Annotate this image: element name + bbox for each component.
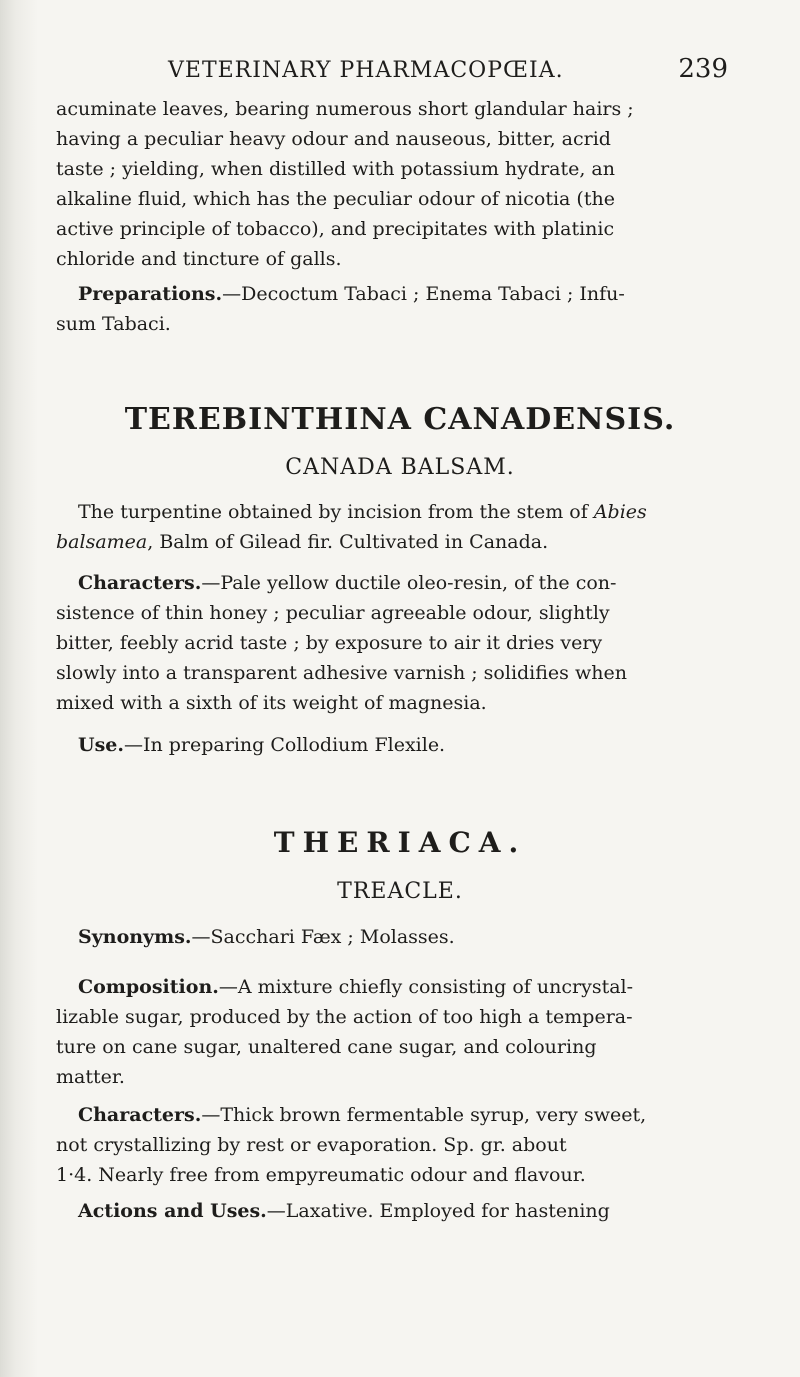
theriaca-heading: THERIACA. <box>273 826 527 859</box>
composition-text: —A mixture chiefly consisting of uncrystal- lizable sugar, produced by the action of too high a tempera- ture on cane sugar, unaltered cane sugar, and colouring matter. <box>56 976 634 1088</box>
terebinthina-intro <box>56 497 736 557</box>
characters-label: Characters. <box>78 1104 202 1126</box>
theriaca-characters <box>56 1100 736 1190</box>
characters-text: —Thick brown fermentable syrup, very sweet, not crystallizing by rest or evaporation. Sp. gr. about 1·4. Nearly free from empyreumatic odour and flavour. <box>56 1104 647 1186</box>
terebinthina-use <box>56 730 736 760</box>
theriaca-composition <box>56 972 736 1092</box>
synonyms-text: —Sacchari Fæx ; Molasses. <box>191 926 455 948</box>
intro-part-2: , Balm of Gilead fir. Cultivated in Canada. <box>147 531 549 553</box>
terebinthina-heading: TEREBINTHINA CANADENSIS. <box>124 402 676 437</box>
tabaci-preparations <box>56 279 736 339</box>
characters-text: —Pale yellow ductile oleo-resin, of the con- sistence of thin honey ; peculiar agreeable odour, slightly bitter, feebly acrid taste ; by exposure to air it dries very slowly into a transparent adhesive varnish ; solidifies when mixed with a sixth of its weight of magnesia. <box>56 572 627 714</box>
theriaca-synonyms <box>56 922 736 952</box>
page-gutter-shadow <box>0 0 38 1377</box>
theriaca-actions <box>56 1196 736 1226</box>
use-text: —In preparing Collodium Flexile. <box>123 734 446 756</box>
characters-label: Characters. <box>78 572 202 594</box>
page-number: 239 <box>678 54 728 84</box>
use-label: Use. <box>78 734 124 756</box>
terebinthina-characters <box>56 568 736 718</box>
running-head-title: VETERINARY PHARMACOPŒIA. <box>168 58 564 83</box>
species-name: Abies balsamea <box>56 501 647 553</box>
intro-part-1: The turpentine obtained by incision from the stem of <box>78 501 594 523</box>
synonyms-label: Synonyms. <box>78 926 192 948</box>
tabaci-continuation: acuminate leaves, bearing numerous short glandular hairs ; having a peculiar heavy odour and nauseous, bitter, acrid taste ; yielding, when distilled with potassium hydrate, an alkaline fluid, which has the peculiar odour of nicotia (the active principle of tobacco), and precipitates with platinic chloride and tincture of galls. <box>56 98 634 270</box>
actions-text: —Laxative. Employed for hastening <box>266 1200 610 1222</box>
running-head <box>168 54 728 84</box>
composition-label: Composition. <box>78 976 219 998</box>
theriaca-subheading: TREACLE. <box>337 879 463 904</box>
preparations-text: —Decoctum Tabaci ; Enema Tabaci ; Infu- sum Tabaci. <box>56 283 625 335</box>
actions-label: Actions and Uses. <box>78 1200 267 1222</box>
terebinthina-subheading: CANADA BALSAM. <box>285 455 515 480</box>
preparations-label: Preparations. <box>78 283 223 305</box>
